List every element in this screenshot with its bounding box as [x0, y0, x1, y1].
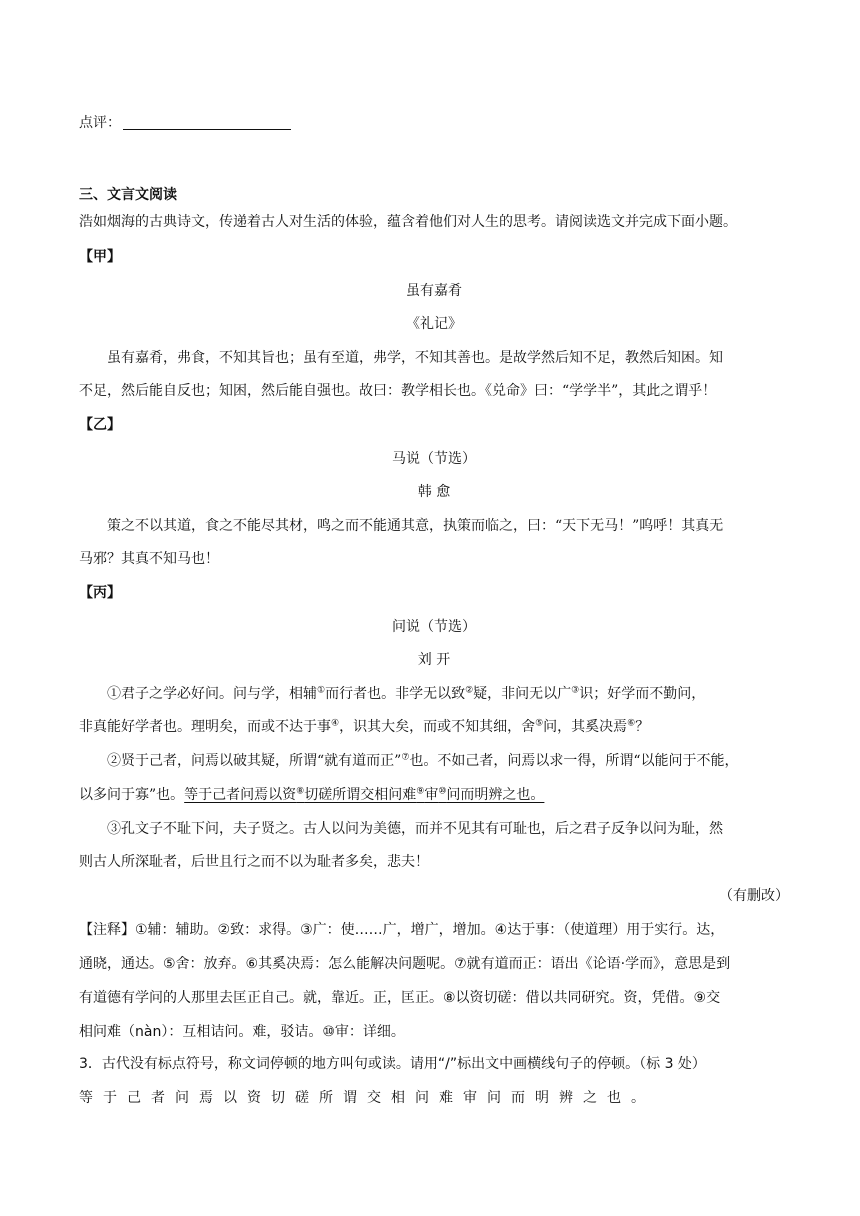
- section-title: 三、文言文阅读: [79, 187, 177, 203]
- revision-note: （有删改）: [719, 888, 789, 904]
- notes-line: 【注释】①辅：辅助。②致：求得。③广：使……广，增广，增加。④达于事：（使道理）用于实行。达，: [79, 922, 725, 938]
- text-run: 而行者也。非学无以致: [325, 686, 466, 702]
- bing-paragraph-line: [79, 684, 789, 704]
- bing-paragraph-line: 则古人所深耻者，后世且行之而不以为耻者多矣，悲夫！: [79, 854, 429, 870]
- text-run: ，识其大矣，而或不知其细，舍: [339, 719, 536, 735]
- bing-paragraph-line: [79, 751, 789, 771]
- text-run: ②贤于己者，问焉以破其疑，所谓“就有道而正”: [107, 753, 402, 769]
- yi-title: 马说（节选）: [392, 451, 476, 467]
- text-run: 问，其奚决焉: [543, 719, 628, 735]
- footnote-ref: ⑥: [627, 718, 636, 729]
- text-run: 问而明辨之也。: [446, 787, 545, 803]
- text-run: 切磋所谓交相问难: [304, 787, 417, 803]
- bing-author: 刘 开: [417, 652, 451, 668]
- yi-marker: 【乙】: [79, 417, 121, 433]
- jia-marker: 【甲】: [79, 249, 121, 265]
- comment-line: [79, 113, 291, 133]
- footnote-ref: ⑩: [438, 786, 447, 797]
- footnote-ref: ①: [317, 685, 326, 696]
- text-run: 识；好学而不勤问，: [579, 686, 706, 702]
- underlined-sentence: [184, 787, 544, 803]
- jia-title: 虽有嘉肴: [406, 283, 462, 299]
- yi-paragraph-line: 策之不以其道，食之不能尽其材，鸣之而不能通其意，执策而临之，曰：“天下无马！”呜呼！其真无: [107, 518, 724, 534]
- footnote-ref: ⑧: [296, 786, 305, 797]
- footnote-ref: ③: [571, 685, 580, 696]
- footnote-ref: ②: [465, 685, 474, 696]
- notes-line: 通晓，通达。⑤舍：放弃。⑥其奚决焉：怎么能解决问题呢。⑦就有道而正：语出《论语·学而》，意思是到: [79, 956, 731, 972]
- text-run: ①君子之学必好问。问与学，相辅: [107, 686, 317, 702]
- jia-source: 《礼记》: [406, 316, 462, 332]
- yi-author: 韩 愈: [417, 484, 451, 500]
- text-run: 审: [424, 787, 439, 803]
- text-run: ？: [635, 719, 650, 735]
- footnote-ref: ⑨: [416, 786, 425, 797]
- footnote-ref: ⑦: [401, 752, 410, 763]
- jia-paragraph-line: 虽有嘉肴，弗食，不知其旨也；虽有至道，弗学，不知其善也。是故学然后知不足，教然后知困。知: [107, 350, 723, 366]
- text-run: 以多问于寡”也。: [79, 787, 185, 803]
- text-run: 疑，非问无以广: [473, 686, 572, 702]
- bing-title: 问说（节选）: [392, 619, 476, 635]
- text-run: 非真能好学者也。理明矣，而或不达于事: [79, 719, 331, 735]
- text-run: 也。不如己者，问焉以求一得，所谓“以能问于不能，: [409, 753, 739, 769]
- yi-paragraph-line: 马邪？其真不知马也！: [79, 551, 219, 567]
- intro-text: 浩如烟海的古典诗文，传递着古人对生活的体验，蕴含着他们对人生的思考。请阅读选文并完成下面小题。: [79, 214, 737, 230]
- bing-marker: 【丙】: [79, 585, 121, 601]
- bing-paragraph-line: ③孔文子不耻下问，夫子贤之。古人以问为美德，而并不见其有可耻也，后之君子反争以问为耻，然: [107, 821, 723, 837]
- question-prompt: 3．古代没有标点符号，称文词停顿的地方叫句或读。请用“/”标出文中画横线句子的停顿。（标 3 处）: [79, 1056, 706, 1072]
- footnote-ref: ⑤: [535, 718, 544, 729]
- bing-paragraph-line: [79, 785, 789, 805]
- footnote-ref: ④: [331, 718, 340, 729]
- text-run: 等于己者问焉以资: [184, 787, 297, 803]
- notes-line: 相问难（nàn）：互相诘问。难，驳诘。⑩审：详细。: [79, 1024, 405, 1040]
- bing-paragraph-line: [79, 717, 789, 737]
- question-sentence[interactable]: 等于己者问焉以资切磋所谓交相问难审问而明辨之也。: [79, 1090, 655, 1106]
- notes-line: 有道德有学问的人那里去匡正自己。就，靠近。正，匡正。⑧以资切磋：借以共同研究。资，凭借。⑨交: [79, 990, 721, 1006]
- comment-blank[interactable]: [123, 115, 291, 130]
- jia-paragraph-line: 不足，然后能自反也；知困，然后能自强也。故曰：教学相长也。《兑命》曰：“学学半”，其此之谓乎！: [79, 383, 717, 399]
- comment-label: 点评：: [79, 115, 121, 131]
